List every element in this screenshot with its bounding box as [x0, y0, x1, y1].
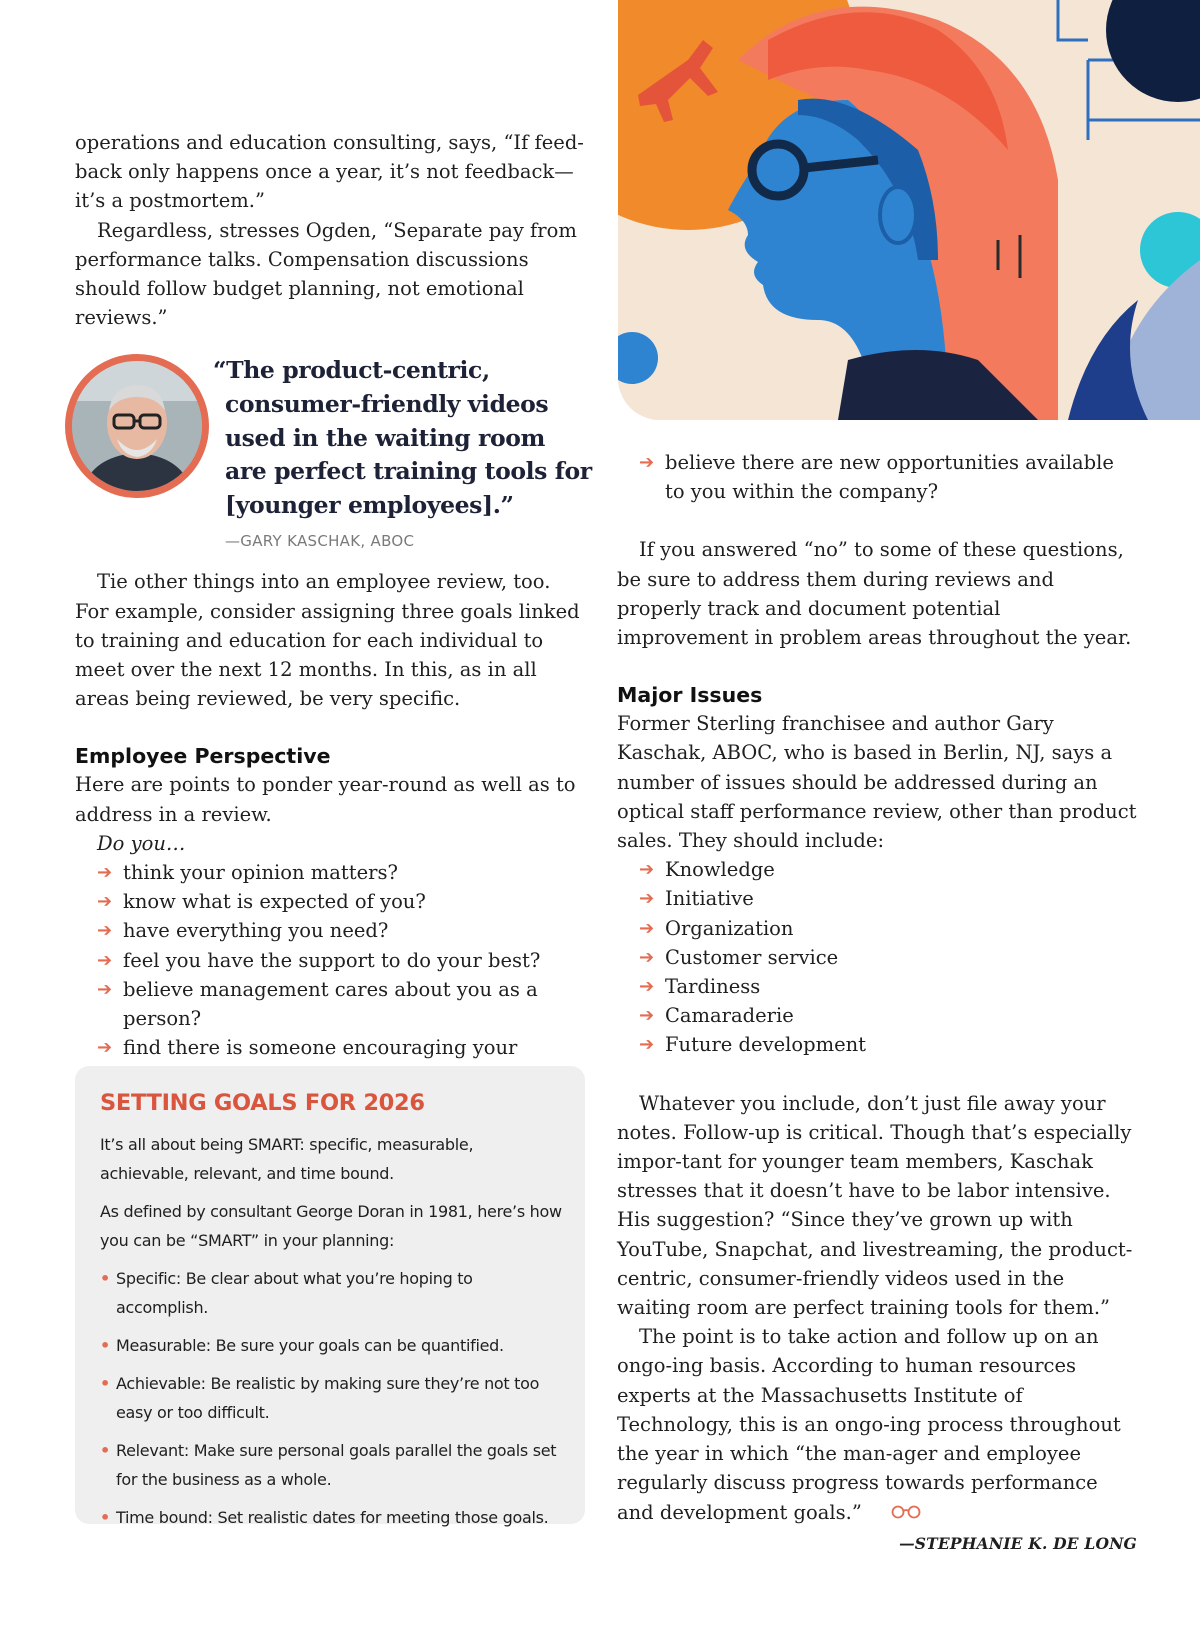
goals-paragraph-2: As defined by consultant George Doran in 1981, here’s how you can be “SMART” in your planning:	[100, 1202, 562, 1250]
avatar	[65, 354, 209, 498]
list-item: ➔ Customer service	[617, 943, 1137, 972]
list-item: • Relevant: Make sure personal goals parallel the goals set for the business as a whole.	[100, 1436, 563, 1494]
arrow-right-icon: ➔	[639, 888, 655, 910]
list-item: • Specific: Be clear about what you’re hoping to accomplish.	[100, 1264, 563, 1322]
arrow-right-icon: ➔	[639, 452, 655, 473]
take-action-text: The point is to take action and follow up on an ongo-ing basis. According to human resources experts at the Massachusetts Institute of Technology, this is an ongo-ing process throughout the year in which “the man-ager and employee regularly discuss progress towards performance and development goals.”	[617, 1325, 1121, 1524]
arrow-right-icon: ➔	[97, 949, 113, 971]
paragraph-take-action	[617, 1322, 1137, 1527]
setting-goals-box	[75, 1066, 585, 1527]
list-item: ➔ Knowledge	[617, 855, 1137, 884]
list-item: ➔ Initiative	[617, 884, 1137, 913]
perspective-list-continued	[617, 448, 1137, 506]
major-issues-intro: Former Sterling franchisee and author Gary Kaschak, ABOC, who is based in Berlin, NJ, says a number of issues should be addressed during an optical staff performance review, other than product sales. They should include:	[617, 712, 1137, 853]
pull-quote-line2: consumer-friendly videos used in the waiting room are perfect training tools for [younger employees].”	[225, 390, 592, 519]
heading-major-issues: Major Issues	[617, 683, 763, 708]
bullet-dot-icon: •	[100, 1269, 110, 1288]
list-item: ➔ have everything you need?	[75, 916, 585, 945]
glasses-icon	[868, 1498, 922, 1527]
list-item: ➔ believe management cares about you as a person?	[75, 975, 585, 1033]
byline: —STEPHANIE K. DE LONG	[899, 1533, 1137, 1553]
pull-quote-attribution: —GARY KASCHAK, ABOC	[225, 532, 415, 551]
pull-quote	[75, 354, 592, 551]
arrow-right-icon: ➔	[97, 1037, 113, 1059]
major-issues-list	[617, 855, 1137, 1059]
list-item: • Achievable: Be realistic by making sure they’re not too easy or too difficult.	[100, 1369, 563, 1427]
headshot-image	[72, 361, 202, 491]
perspective-list	[75, 858, 585, 1092]
paragraph-goals: Tie other things into an employee review, too. For example, consider assigning three goals linked to training and education for each individual to meet over the next 12 months. In this, as in all areas being reviewed, be very specific.	[75, 570, 580, 711]
heading-employee-perspective: Employee Perspective	[75, 744, 331, 769]
arrow-right-icon: ➔	[639, 917, 655, 939]
list-item: ➔ know what is expected of you?	[75, 887, 585, 916]
perspective-lead: Do you…	[97, 831, 186, 855]
arrow-right-icon: ➔	[97, 891, 113, 913]
bullet-dot-icon: •	[100, 1508, 110, 1527]
bullet-dot-icon: •	[100, 1441, 110, 1460]
goals-list	[100, 1264, 563, 1532]
pull-quote-line1: “The product-centric,	[213, 356, 490, 385]
list-item: ➔ believe there are new opportunities available to you within the company?	[617, 448, 1137, 506]
arrow-right-icon: ➔	[97, 978, 113, 1000]
header-illustration	[618, 0, 1200, 420]
list-item: ➔ Organization	[617, 914, 1137, 943]
bullet-dot-icon: •	[100, 1336, 110, 1355]
right-column	[617, 448, 1137, 1553]
list-item: ➔ think your opinion matters?	[75, 858, 585, 887]
arrow-right-icon: ➔	[639, 1005, 655, 1027]
arrow-right-icon: ➔	[639, 976, 655, 998]
paragraph-feedback: operations and education consulting, says, “If feed-back only happens once a year, it’s not feedback—it’s a postmortem.”	[75, 131, 584, 213]
goals-title: SETTING GOALS FOR 2026	[100, 1090, 425, 1116]
arrow-right-icon: ➔	[97, 920, 113, 942]
paragraph-answered-no: If you answered “no” to some of these questions, be sure to address them during reviews and properly track and document potential improvement in problem areas throughout the year.	[617, 538, 1132, 650]
list-item: ➔ Camaraderie	[617, 1001, 1137, 1030]
arrow-right-icon: ➔	[639, 1034, 655, 1056]
pull-quote-text	[213, 354, 593, 522]
goals-paragraph-1: It’s all about being SMART: specific, measurable, achievable, relevant, and time bound.	[100, 1135, 474, 1183]
list-item: ➔ Future development	[617, 1030, 1137, 1059]
perspective-intro: Here are points to ponder year-round as well as to address in a review.	[75, 773, 576, 826]
left-column	[75, 128, 592, 1092]
paragraph-follow-up: Whatever you include, don’t just file away your notes. Follow-up is critical. Though that’s especially impor-tant for younger team members, Kaschak stresses that it doesn’t have to be labor intensive. His suggestion? “Since they’ve grown up with YouTube, Snapchat, and livestreaming, the product-centric, consumer-friendly videos used in the waiting room are perfect training tools for them.”	[617, 1091, 1133, 1320]
arrow-right-icon: ➔	[639, 946, 655, 968]
arrow-right-icon: ➔	[97, 862, 113, 884]
list-item: • Measurable: Be sure your goals can be quantified.	[100, 1331, 563, 1360]
list-item: • Time bound: Set realistic dates for meeting those goals.	[100, 1503, 563, 1532]
list-item: ➔ feel you have the support to do your best?	[75, 946, 585, 975]
arrow-right-icon: ➔	[639, 859, 655, 881]
bullet-dot-icon: •	[100, 1374, 110, 1393]
paragraph-ogden: Regardless, stresses Ogden, “Separate pay from performance talks. Compensation discussions should follow budget planning, not emotional reviews.”	[75, 218, 577, 330]
list-item: ➔ find there is someone encouraging your	[75, 1033, 585, 1091]
profile-illustration	[618, 0, 1200, 420]
list-item: ➔ Tardiness	[617, 972, 1137, 1001]
